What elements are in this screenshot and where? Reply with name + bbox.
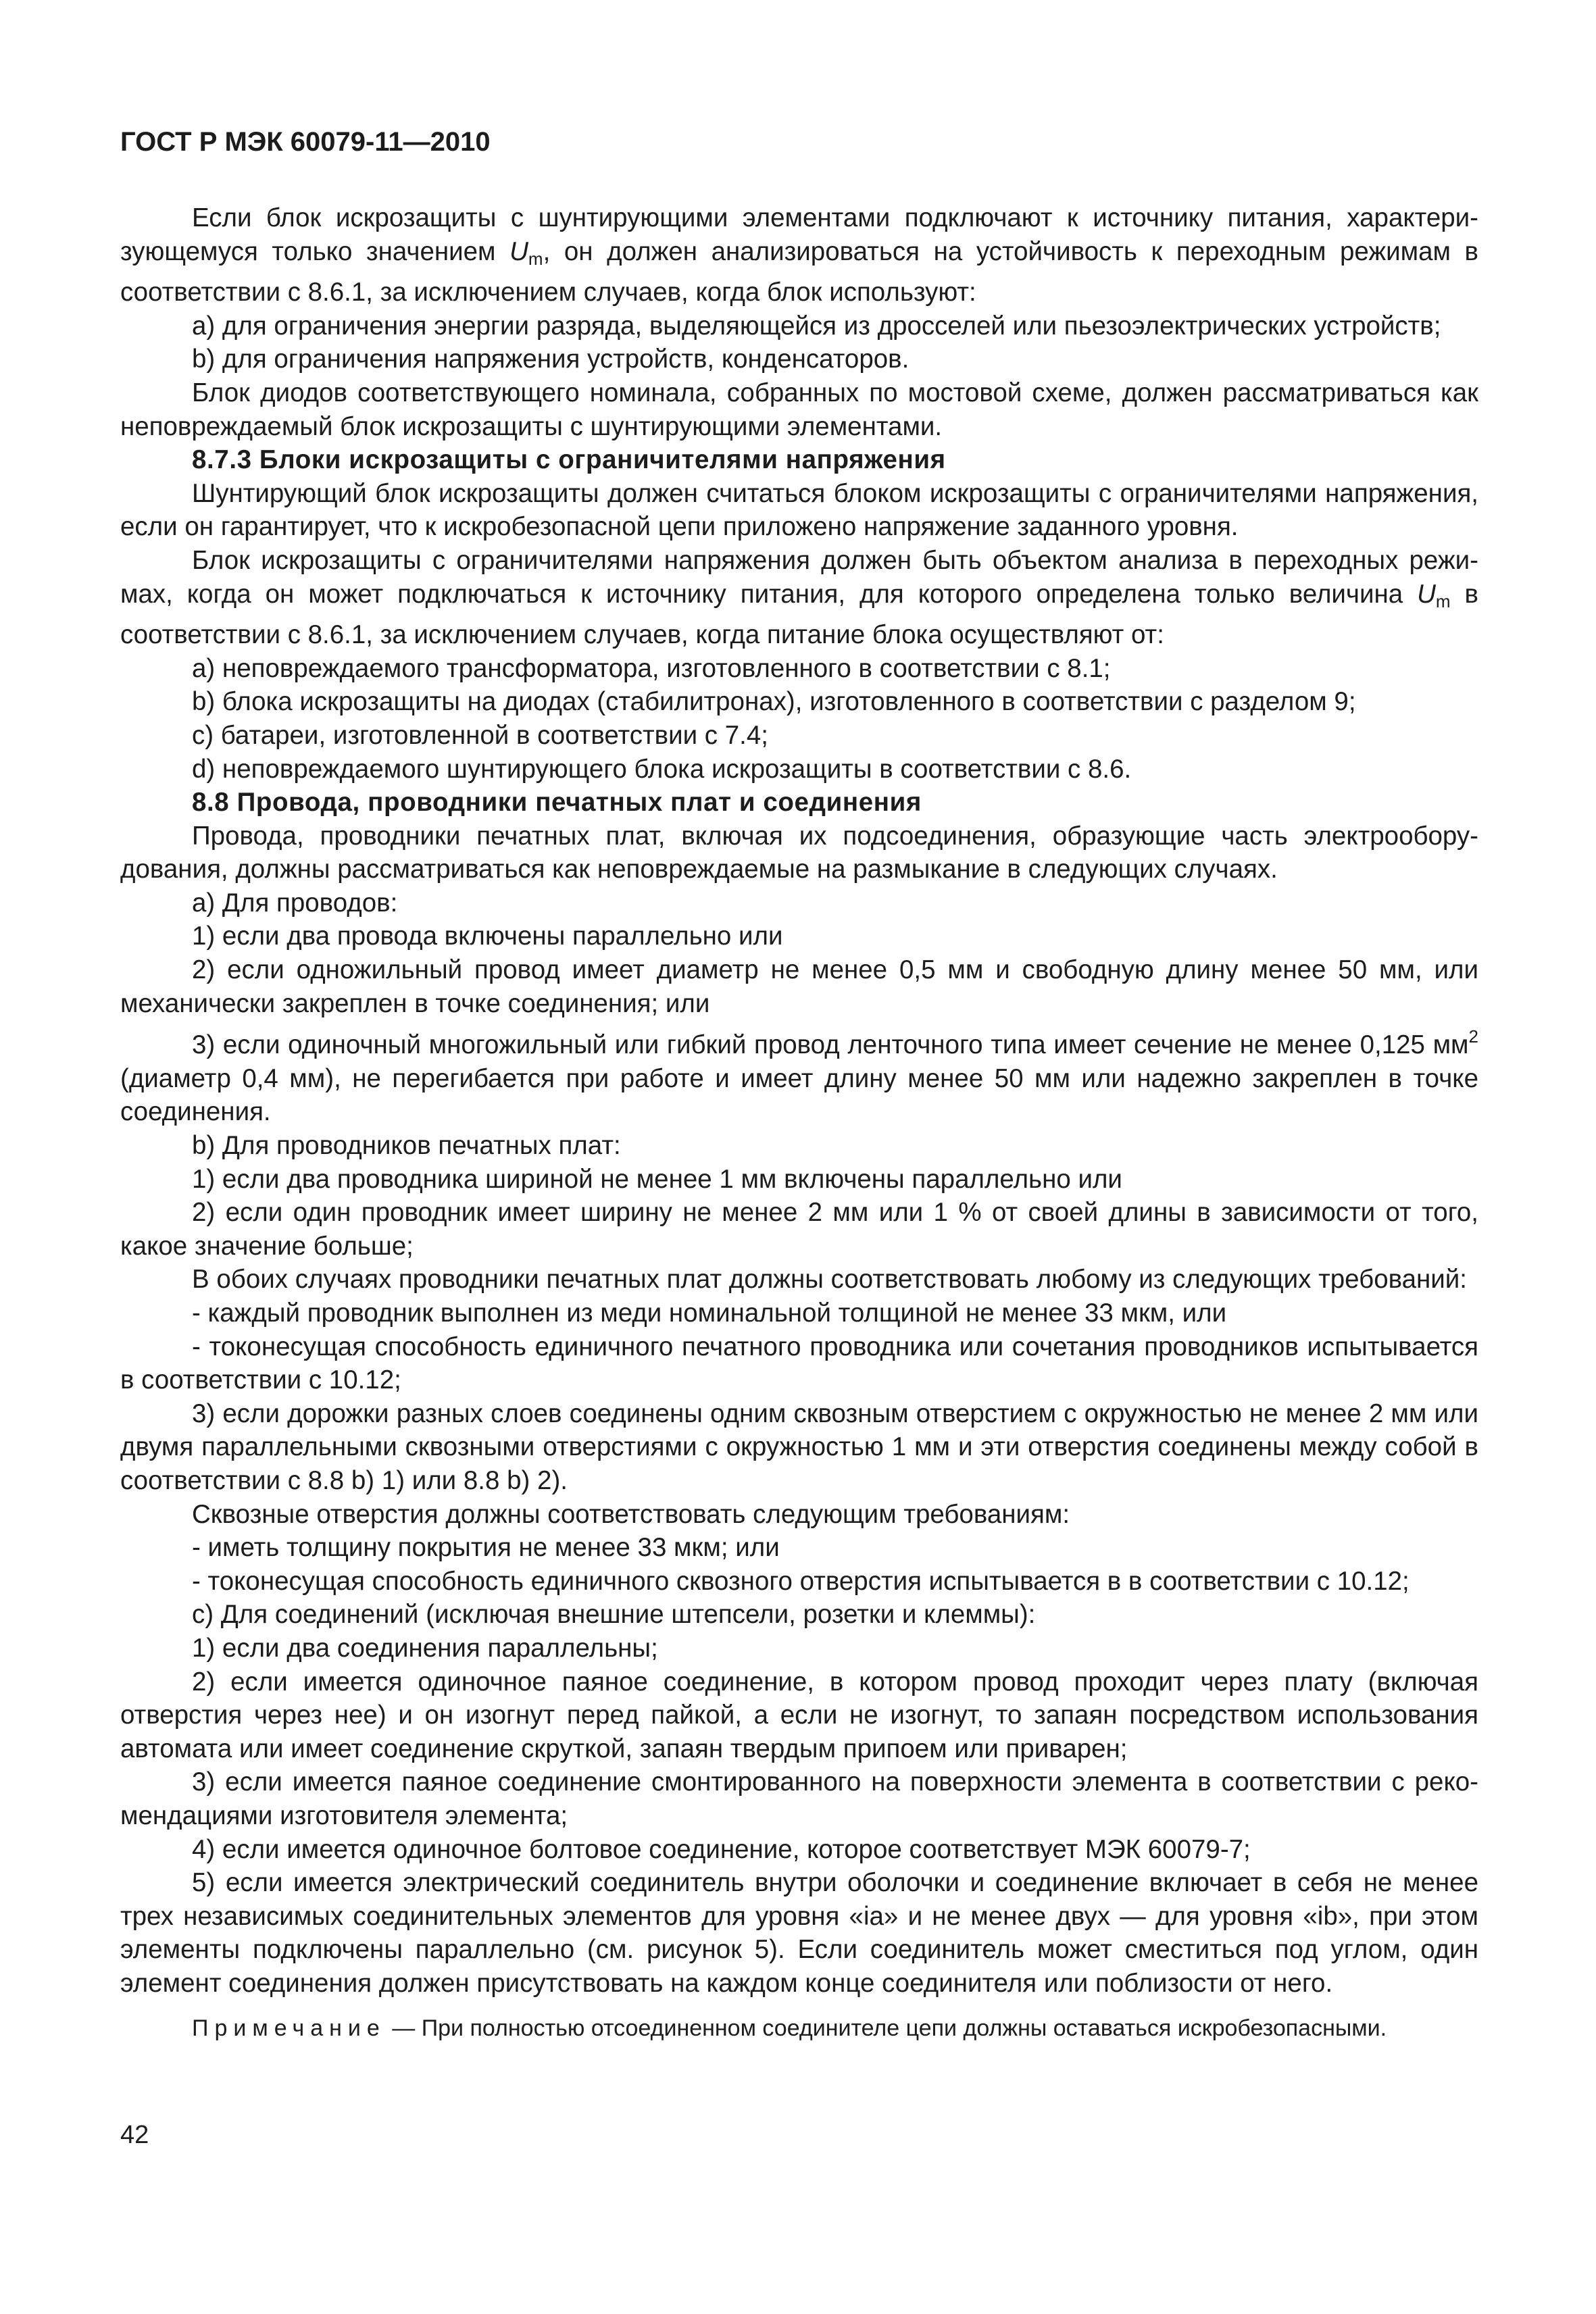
paragraph: - каждый проводник выполнен из меди номинальной толщиной не менее 33 мкм, или: [192, 1299, 1227, 1328]
paragraph: 1) если два соединения параллельны;: [192, 1633, 658, 1663]
note-text: — При полностью отсоединенном соединителе цепи должны оставаться искробезопасными.: [385, 2015, 1387, 2042]
paragraph: - токонесущая способность единичного сквозного отверстия испытывается в в соответствии с 10.12;: [192, 1566, 1410, 1596]
paragraph: Если блок искрозащиты с шунтирующими элементами подключают к источнику питания, характеризующемуся только значением $U_m$, он должен анализироваться на устойчивость к переходным режимам в соответствии с 8.6.1, за исключением случаев, когда блок используют:: [120, 203, 1479, 307]
paragraph: 4) если имеется одиночное болтовое соединение, которое соответствует МЭК 60079-7;: [192, 1834, 1251, 1864]
paragraph: - токонесущая способность единичного печатного проводника или сочетания проводников испытывается в соответствии с 10.12;: [120, 1332, 1478, 1395]
paragraph: 2) если одножильный провод имеет диаметр не менее 0,5 мм и свободную длину менее 50 мм, или механически закреплен в точке соединения; или: [120, 955, 1478, 1018]
paragraph: d) неповреждаемого шунтирующего блока искрозащиты в соответствии с 8.6.: [192, 754, 1132, 784]
note: [120, 2012, 1478, 2044]
paragraph: a) неповреждаемого трансформатора, изготовленного в соответствии с 8.1;: [192, 653, 1111, 683]
section-heading: 8.7.3 Блоки искрозащиты с ограничителями напряжения: [192, 445, 946, 475]
section-heading: 8.8 Провода, проводники печатных плат и соединения: [192, 788, 922, 818]
paragraph: 1) если два проводника шириной не менее 1 мм включены параллельно или: [192, 1164, 1122, 1194]
paragraph: - иметь толщину покрытия не менее 33 мкм; или: [192, 1533, 780, 1563]
paragraph: 3) если имеется паяное соединение смонтированного на поверхности элемента в соответствии с рекомендациями изготовителя элемента;: [120, 1767, 1478, 1830]
paragraph: Блок искрозащиты с ограничителями напряжения должен быть объектом анализа в переходных режимах, когда он может подключаться к источнику питания, для которого определена только величина $U_m$ в соответствии с 8.6.1, за исключением случаев, когда питание блока осуществляют от:: [120, 545, 1478, 650]
paragraph: a) Для проводов:: [192, 888, 398, 917]
document-header: ГОСТ Р МЭК 60079-11—2010: [120, 127, 491, 157]
paragraph: 2) если имеется одиночное паяное соединение, в котором провод проходит через плату (включая отверстия через нее) и он изогнут перед пайкой, а если не изогнут, то запаян посредством использования автомата или имеет соединение скруткой, запаян твердым припоем или приварен;: [120, 1667, 1478, 1763]
paragraph: 3) если одиночный многожильный или гибкий провод ленточного типа имеет сечение не менее 0,125 $мм^2$ (диаметр 0,4 мм), не перегибается при работе и имеет длину менее 50 мм или надежно закреплен в точке соединения.: [120, 1026, 1478, 1127]
paragraph: 5) если имеется электрический соединитель внутри оболочки и соединение включает в себя не менее трех независимых соединительных элементов для уровня «ia» и не менее двух — для уровня «ib», при этом элементы подключены параллельно (см. рисунок 5). Если соединитель может сместиться под углом, один элемент соединения должен присутствовать на каждом конце соединителя или поблизости от него.: [120, 1868, 1478, 1998]
page-number: 42: [120, 2121, 149, 2149]
paragraph: a) для ограничения энергии разряда, выделяющейся из дросселей или пьезоэлектрических устройств;: [192, 311, 1441, 341]
paragraph: c) Для соединений (исключая внешние штепсели, розетки и клеммы):: [192, 1600, 1036, 1630]
paragraph: Сквозные отверстия должны соответствовать следующим требованиям:: [192, 1499, 1070, 1529]
paragraph: Провода, проводники печатных плат, включая их подсоединения, образующие часть электрооборудования, должны рассматриваться как неповреждаемые на размыкание в следующих случаях.: [120, 821, 1478, 884]
paragraph: 3) если дорожки разных слоев соединены одним сквозным отверстием с окружностью не менее 2 мм или двумя параллельными сквозными отверстиями с окружностью 1 мм и эти отверстия соединены между собой в соответствии с 8.8 b) 1) или 8.8 b) 2).: [120, 1399, 1478, 1495]
paragraph: Блок диодов соответствующего номинала, собранных по мостовой схеме, должен рассматриваться как неповреждаемый блок искрозащиты с шунтирующими элементами.: [120, 378, 1478, 441]
note-label: Примечание: [192, 2015, 386, 2042]
paragraph: c) батареи, изготовленной в соответствии с 7.4;: [192, 720, 768, 750]
paragraph: 2) если один проводник имеет ширину не менее 2 мм или 1 % от своей длины в зависимости от того, какое значение больше;: [120, 1198, 1478, 1261]
paragraph: 1) если два провода включены параллельно или: [192, 922, 783, 951]
paragraph: b) блока искрозащиты на диодах (стабилитронах), изготовленного в соответствии с разделом 9;: [192, 687, 1356, 717]
paragraph: b) Для проводников печатных плат:: [192, 1131, 621, 1161]
document-body: [120, 201, 1478, 2044]
paragraph: Шунтирующий блок искрозащиты должен считаться блоком искрозащиты с ограничителями напряжения, если он гарантирует, что к искробезопасной цепи приложено напряжение заданного уровня.: [120, 478, 1478, 542]
paragraph: b) для ограничения напряжения устройств, конденсаторов.: [192, 345, 909, 374]
paragraph: В обоих случаях проводники печатных плат должны соответствовать любому из следующих требований:: [192, 1265, 1468, 1294]
